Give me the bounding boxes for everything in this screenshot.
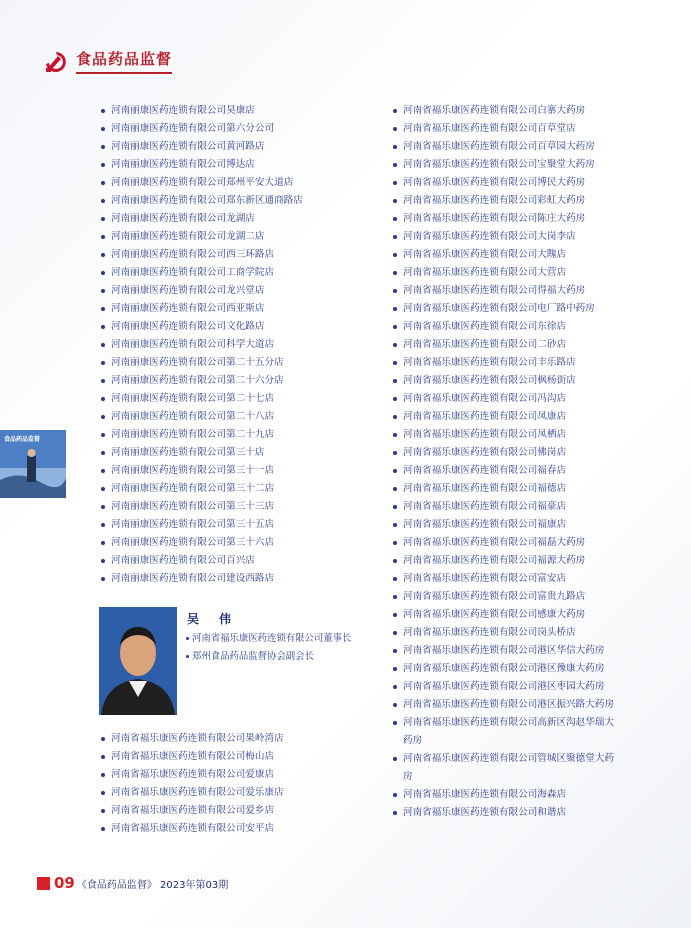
list-item: 河南省福乐康医药连锁有限公司港区枣园大药房 — [393, 678, 621, 696]
list-item: 河南丽康医药连锁有限公司昊康店 — [101, 102, 303, 120]
list-item: 河南省福乐康医药连锁有限公司福康店 — [393, 516, 621, 534]
footer-marker — [37, 877, 50, 890]
right-store-list — [393, 102, 621, 822]
list-item: 河南丽康医药连锁有限公司西三环路店 — [101, 246, 303, 264]
profile-name: 吴 伟 — [187, 612, 236, 626]
list-item: 河南丽康医药连锁有限公司黄河路店 — [101, 138, 303, 156]
list-item: 河南省福乐康医药连锁有限公司梅山店 — [101, 748, 284, 766]
list-item: 河南丽康医药连锁有限公司博达店 — [101, 156, 303, 174]
list-item: 河南丽康医药连锁有限公司第二十八店 — [101, 408, 303, 426]
list-item: 河南省福乐康医药连锁有限公司管城区聚德堂大药房 — [393, 750, 621, 786]
list-item: 河南省福乐康医药连锁有限公司得福大药房 — [393, 282, 621, 300]
page-number: 09 — [54, 874, 75, 892]
left-store-list-bottom — [101, 730, 284, 838]
list-item: 河南省福乐康医药连锁有限公司大营店 — [393, 264, 621, 282]
list-item: 河南丽康医药连锁有限公司郑州平安大道店 — [101, 174, 303, 192]
list-item: 河南丽康医药连锁有限公司第二十九店 — [101, 426, 303, 444]
list-item: 河南省福乐康医药连锁有限公司宝聚堂大药房 — [393, 156, 621, 174]
list-item: 河南省福乐康医药连锁有限公司福磊大药房 — [393, 534, 621, 552]
list-item: 河南丽康医药连锁有限公司西亚斯店 — [101, 300, 303, 318]
profile-photo — [99, 607, 177, 715]
list-item: 河南丽康医药连锁有限公司第二十七店 — [101, 390, 303, 408]
list-item: 河南省福乐康医药连锁有限公司果岭湾店 — [101, 730, 284, 748]
list-item: 河南省福乐康医药连锁有限公司大岗李店 — [393, 228, 621, 246]
list-item: 河南省福乐康医药连锁有限公司百草堂店 — [393, 120, 621, 138]
list-item: 河南省福乐康医药连锁有限公司感康大药房 — [393, 606, 621, 624]
list-item: 河南丽康医药连锁有限公司龙兴堂店 — [101, 282, 303, 300]
profile-titles — [186, 630, 351, 666]
list-item: 河南省福乐康医药连锁有限公司凤康店 — [393, 408, 621, 426]
list-item: 河南省福乐康医药连锁有限公司爱乡店 — [101, 802, 284, 820]
list-item: 河南省福乐康医药连锁有限公司福春店 — [393, 462, 621, 480]
list-item: 河南省福乐康医药连锁有限公司佛岗店 — [393, 444, 621, 462]
list-item: 河南省福乐康医药连锁有限公司大隗店 — [393, 246, 621, 264]
list-item: 河南丽康医药连锁有限公司第三十三店 — [101, 498, 303, 516]
list-item: 河南省福乐康医药连锁有限公司富贵九路店 — [393, 588, 621, 606]
list-item: 河南省福乐康医药连锁有限公司爱乐康店 — [101, 784, 284, 802]
list-item: 河南丽康医药连锁有限公司文化路店 — [101, 318, 303, 336]
list-item: 河南省福乐康医药连锁有限公司港区豫康大药房 — [393, 660, 621, 678]
list-item: 河南省福乐康医药连锁有限公司丰乐路店 — [393, 354, 621, 372]
list-item: 河南丽康医药连锁有限公司第二十六分店 — [101, 372, 303, 390]
page-header — [42, 48, 172, 74]
list-item: 河南省福乐康医药连锁有限公司安平店 — [101, 820, 284, 838]
list-item: 河南丽康医药连锁有限公司龙湖二店 — [101, 228, 303, 246]
header-title: 食品药品监督 — [76, 48, 172, 74]
profile-title-item: 郑州食品药品监督协会副会长 — [186, 648, 351, 666]
party-emblem-icon — [42, 48, 68, 74]
list-item: 河南丽康医药连锁有限公司第二十五分店 — [101, 354, 303, 372]
list-item: 河南省福乐康医药连锁有限公司爱康店 — [101, 766, 284, 784]
left-store-list-top — [101, 102, 303, 588]
list-item: 河南省福乐康医药连锁有限公司高新区沟赵华瑞大药房 — [393, 714, 621, 750]
list-item: 河南省福乐康医药连锁有限公司海森店 — [393, 786, 621, 804]
list-item: 河南丽康医药连锁有限公司郑东新区通商路店 — [101, 192, 303, 210]
list-item: 河南省福乐康医药连锁有限公司港区华信大药房 — [393, 642, 621, 660]
list-item: 河南省福乐康医药连锁有限公司东徐店 — [393, 318, 621, 336]
list-item: 河南丽康医药连锁有限公司百兴店 — [101, 552, 303, 570]
list-item: 河南丽康医药连锁有限公司第三十五店 — [101, 516, 303, 534]
list-item: 河南省福乐康医药连锁有限公司枫杨街店 — [393, 372, 621, 390]
list-item: 河南丽康医药连锁有限公司第六分公司 — [101, 120, 303, 138]
list-item: 河南省福乐康医药连锁有限公司冯沟店 — [393, 390, 621, 408]
list-item: 河南省福乐康医药连锁有限公司彩虹大药房 — [393, 192, 621, 210]
list-item: 河南丽康医药连锁有限公司第三十六店 — [101, 534, 303, 552]
list-item: 河南省福乐康医药连锁有限公司陈庄大药房 — [393, 210, 621, 228]
list-item: 河南省福乐康医药连锁有限公司福源大药房 — [393, 552, 621, 570]
list-item: 河南省福乐康医药连锁有限公司港区振兴路大药房 — [393, 696, 621, 714]
page-footer — [37, 874, 228, 892]
list-item: 河南省福乐康医药连锁有限公司电厂路中药房 — [393, 300, 621, 318]
list-item: 河南省福乐康医药连锁有限公司博民大药房 — [393, 174, 621, 192]
list-item: 河南丽康医药连锁有限公司建设西路店 — [101, 570, 303, 588]
list-item: 河南省福乐康医药连锁有限公司二砂店 — [393, 336, 621, 354]
list-item: 河南省福乐康医药连锁有限公司岗头桥店 — [393, 624, 621, 642]
list-item: 河南省福乐康医药连锁有限公司和谐店 — [393, 804, 621, 822]
list-item: 河南丽康医药连锁有限公司第三十二店 — [101, 480, 303, 498]
issue-text: 《食品药品监督》 2023年第03期 — [76, 879, 229, 891]
list-item: 河南省福乐康医药连锁有限公司富安店 — [393, 570, 621, 588]
list-item: 河南丽康医药连锁有限公司龙湖店 — [101, 210, 303, 228]
side-thumbnail-label: 食品药品监督 — [4, 436, 41, 443]
list-item: 河南省福乐康医药连锁有限公司白寨大药房 — [393, 102, 621, 120]
list-item: 河南丽康医药连锁有限公司第三十一店 — [101, 462, 303, 480]
list-item: 河南丽康医药连锁有限公司科学大道店 — [101, 336, 303, 354]
list-item: 河南丽康医药连锁有限公司第三十店 — [101, 444, 303, 462]
list-item: 河南省福乐康医药连锁有限公司福德店 — [393, 480, 621, 498]
profile-title-item: 河南省福乐康医药连锁有限公司董事长 — [186, 630, 351, 648]
list-item: 河南省福乐康医药连锁有限公司凤栖店 — [393, 426, 621, 444]
list-item: 河南丽康医药连锁有限公司工商学院店 — [101, 264, 303, 282]
list-item: 河南省福乐康医药连锁有限公司百草园大药房 — [393, 138, 621, 156]
list-item: 河南省福乐康医药连锁有限公司福豪店 — [393, 498, 621, 516]
